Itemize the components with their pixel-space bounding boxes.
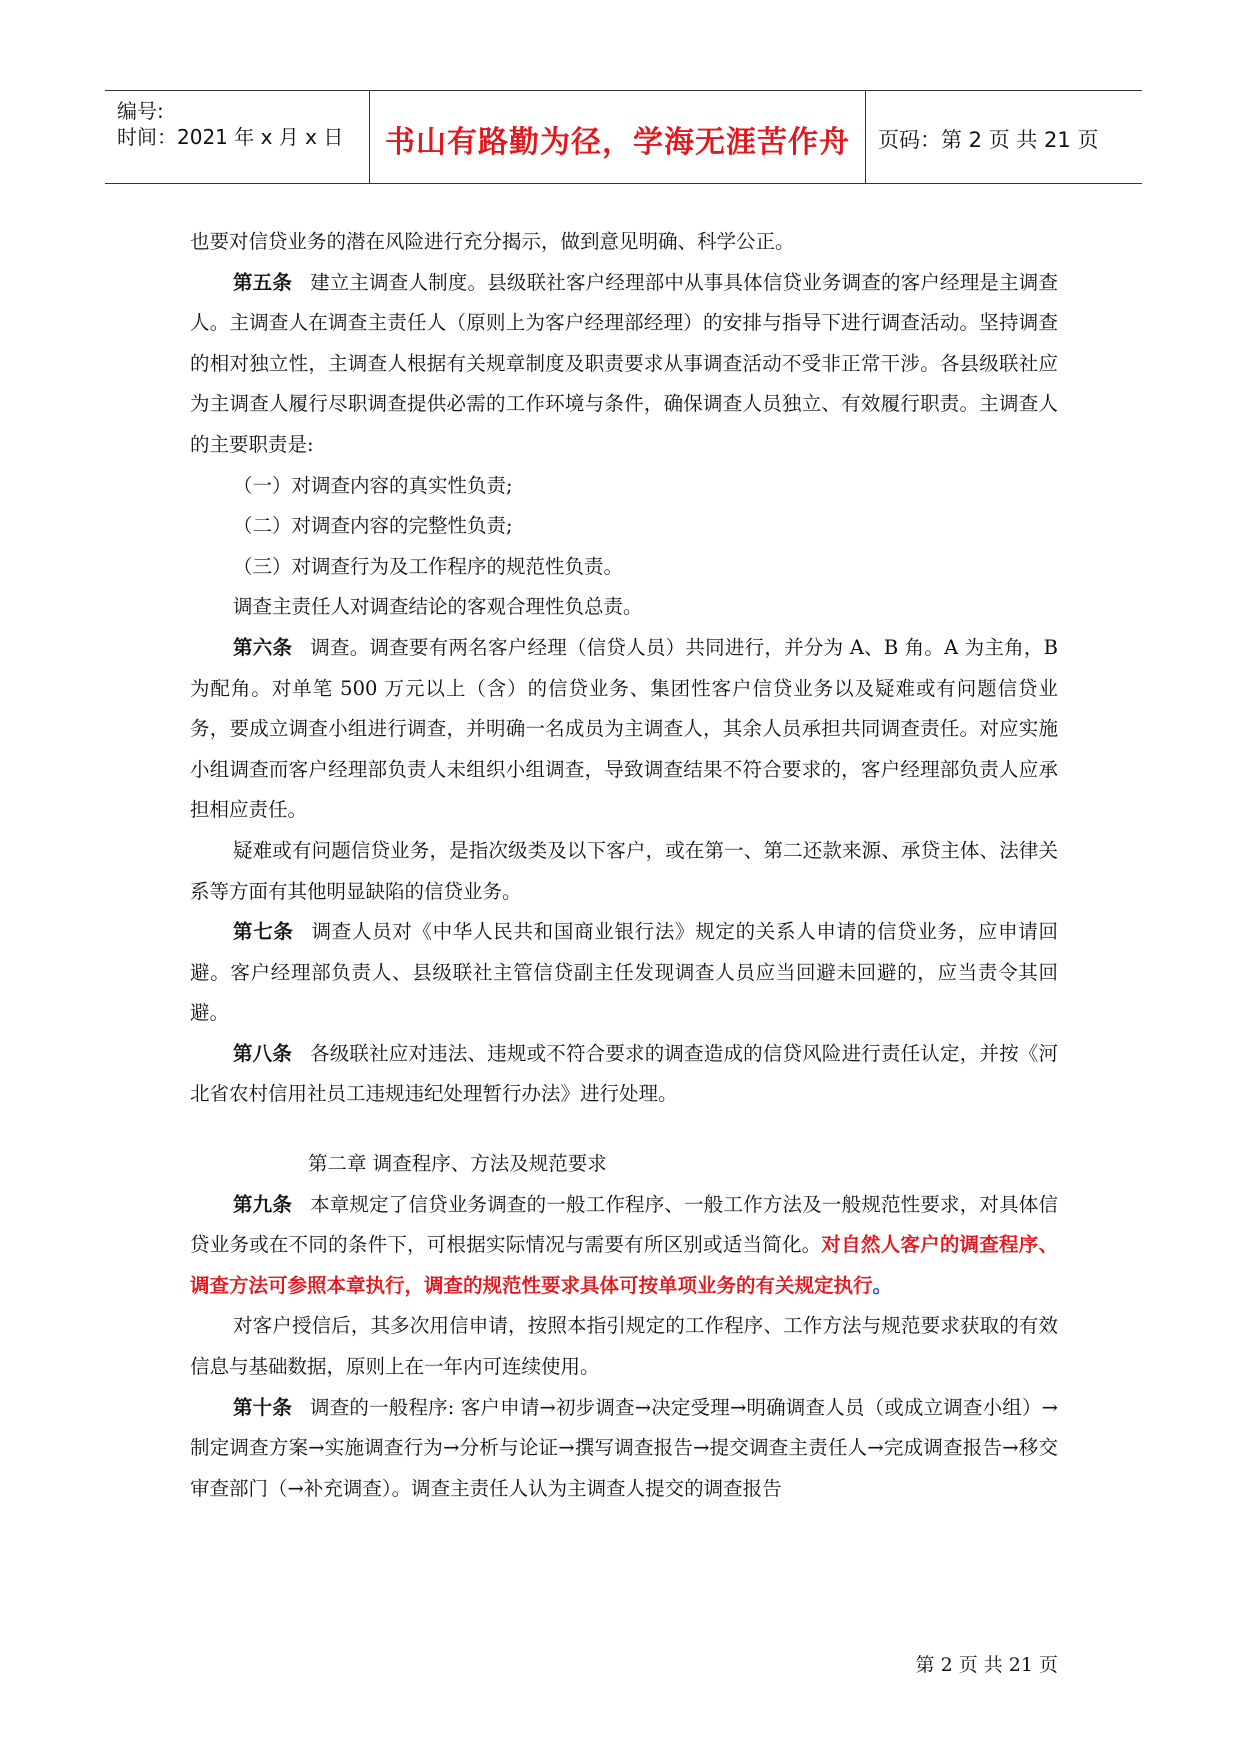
paragraph-difficult-business: 疑难或有问题信贷业务，是指次级类及以下客户，或在第一、第二还款来源、承贷主体、法律关系等方面有其他明显缺陷的信贷业务。 [190, 838, 1058, 903]
article-text: 本章规定了信贷业务调查的一般工作程序、一般工作方法及一般规范性要求，对具体信贷业务或在不同的条件下，可根据实际情况与需要有所区别或适当简化。 [190, 1192, 1058, 1257]
article-text: 调查的一般程序: 客户申请→初步调查→决定受理→明确调查人员（或成立调查小组）→制定调查方案→实施调查行为→分析与论证→撰写调查报告→提交调查主责任人→完成调查报告→移交审查部门（→补充调查）。调查主责任人认为主调查人提交的调查报告 [190, 1395, 1058, 1500]
article-10 [190, 1388, 1058, 1510]
header-info-cell [105, 91, 370, 183]
paragraph-intro: 也要对信贷业务的潜在风险进行充分揭示，做到意见明确、科学公正。 [190, 230, 795, 253]
article-text: 调查人员对《中华人民共和国商业银行法》规定的关系人申请的信贷业务，应申请回避。客户经理部负责人、县级联社主管信贷副主任发现调查人员应当回避未回避的，应当责令其回避。 [190, 920, 1058, 1025]
article-label: 第七条 [233, 920, 294, 944]
article-9 [190, 1185, 1058, 1307]
chapter-heading: 第二章 调查程序、方法及规范要求 [308, 1152, 607, 1176]
article-8 [190, 1034, 1058, 1115]
article-label: 第十条 [233, 1395, 293, 1419]
article-label: 第八条 [233, 1041, 293, 1065]
serial-number-label: 编号: [117, 99, 164, 123]
article-label: 第九条 [233, 1192, 293, 1216]
header-page-cell [866, 91, 1142, 183]
paragraph-responsibility: 调查主责任人对调查结论的客观合理性负总责。 [233, 595, 643, 619]
article-7 [190, 912, 1058, 1034]
paragraph-credit: 对客户授信后，其多次用信申请，按照本指引规定的工作程序、工作方法与规范要求获取的有效信息与基础数据，原则上在一年内可连续使用。 [190, 1314, 1058, 1379]
article-text: 调查。调查要有两名客户经理（信贷人员）共同进行，并分为 A、B 角。A 为主角，B 为配角。对单笔 500 万元以上（含）的信贷业务、集团性客户信贷业务以及疑难或有问题信贷业务，要成立调查小组进行调查，并明确一名成员为主调查人，其余人员承担共同调查责任。对应实施小组调查而客户经理部负责人未组织小组调查，导致调查结果不符合要求的，客户经理部负责人应承担相应责任。 [190, 635, 1058, 822]
header-motto-cell [370, 91, 866, 183]
article-label: 第五条 [233, 270, 293, 294]
page-footer: 第 2 页 共 21 页 [915, 1654, 1058, 1676]
article-label: 第六条 [233, 635, 293, 659]
document-body [190, 222, 1058, 1509]
list-item: （二）对调查内容的完整性负责; [233, 514, 513, 538]
article-6 [190, 628, 1058, 831]
date-label: 时间：2021 年 x 月 x 日 [117, 125, 344, 149]
list-item: （一）对调查内容的真实性负责; [233, 473, 513, 497]
header-page-code: 页码：第 2 页 共 21 页 [878, 128, 1099, 152]
motto: 书山有路勤为径，学海无涯苦作舟 [385, 125, 850, 160]
highlighted-text: 对自然人客户的调查程序、调查方法可参照本章执行，调查的规范性要求具体可按单项业务的有关规定执行 [190, 1233, 1058, 1297]
article-text: 建立主调查人制度。县级联社客户经理部中从事具体信贷业务调查的客户经理是主调查人。主调查人在调查主责任人（原则上为客户经理部经理）的安排与指导下进行调查活动。坚持调查的相对独立性，主调查人根据有关规章制度及职责要求从事调查活动不受非正常干涉。各县级联社应为主调查人履行尽职调查提供必需的工作环境与条件，确保调查人员独立、有效履行职责。主调查人的主要职责是: [190, 270, 1058, 456]
page-header [105, 90, 1142, 184]
highlighted-punctuation: 。 [872, 1273, 893, 1297]
article-5 [190, 263, 1058, 466]
list-item: （三）对调查行为及工作程序的规范性负责。 [233, 554, 624, 578]
article-text: 各级联社应对违法、违规或不符合要求的调查造成的信贷风险进行责任认定，并按《河北省农村信用社员工违规违纪处理暂行办法》进行处理。 [190, 1041, 1058, 1106]
